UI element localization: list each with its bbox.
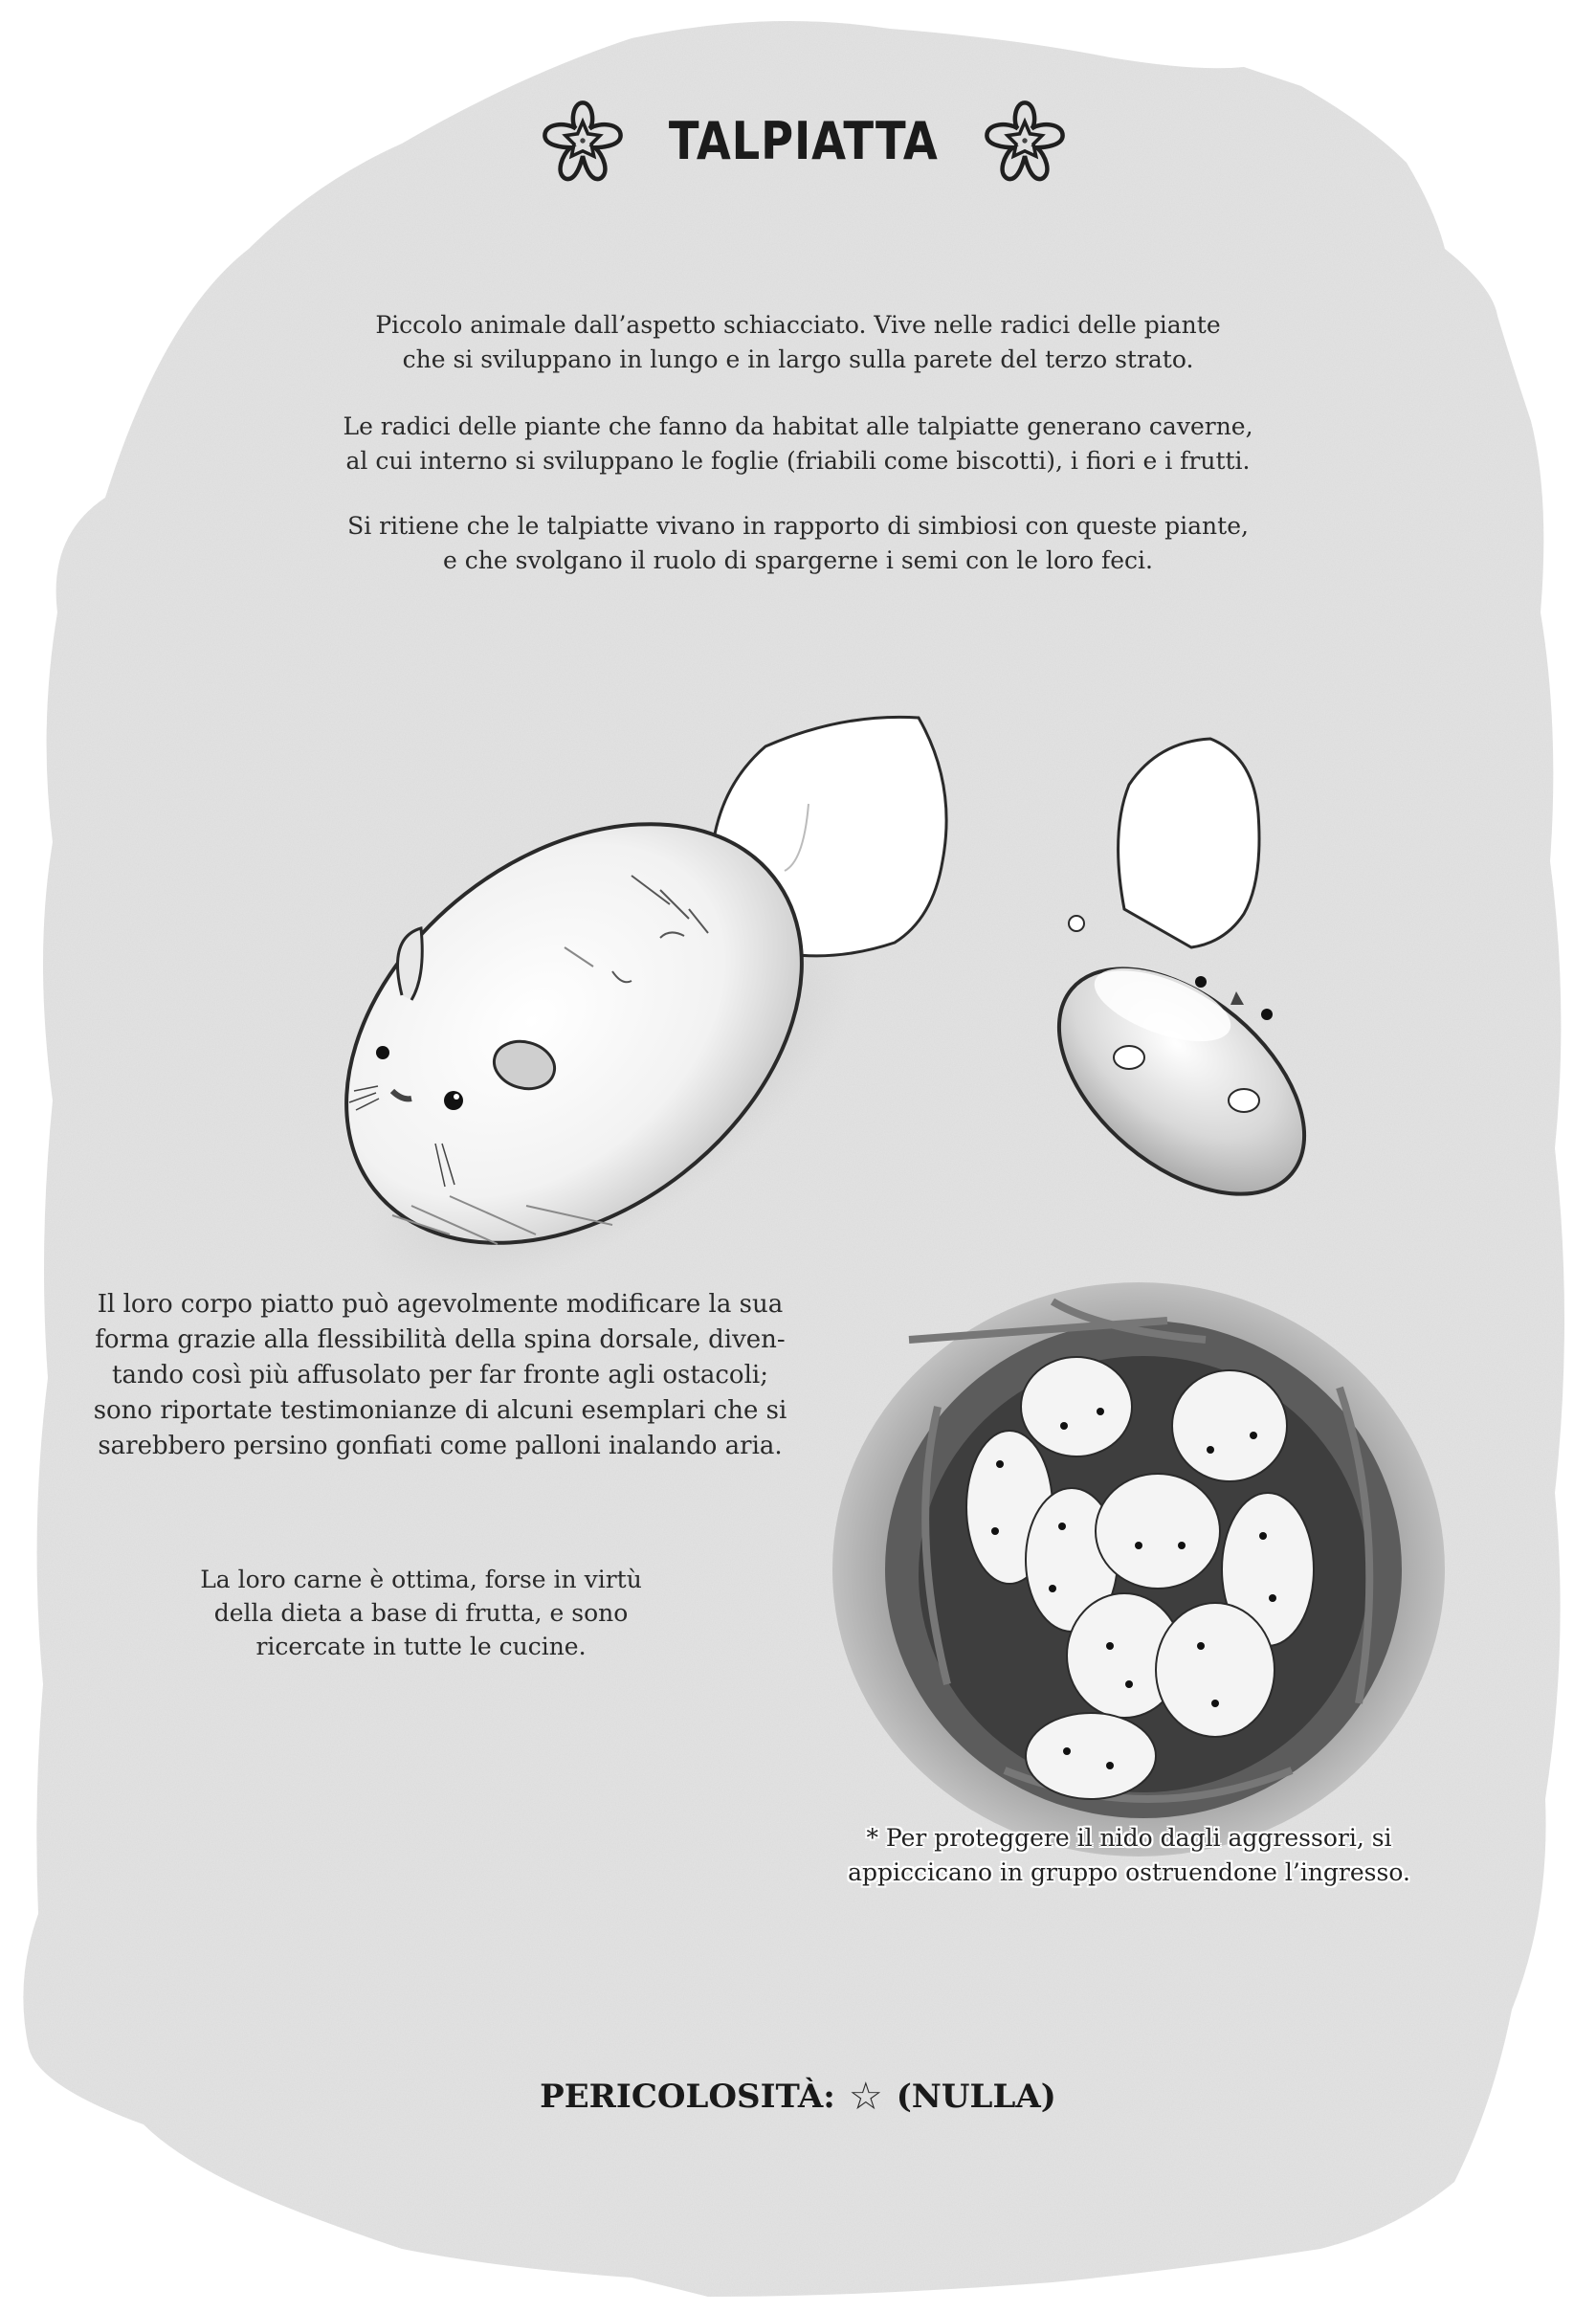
text-line: * Per proteggere il nido dagli aggressori, si bbox=[866, 1824, 1392, 1852]
talpiatta-nest-illustration bbox=[832, 1282, 1445, 1856]
text-line: sono riportate testimonianze di alcuni esemplari che si bbox=[93, 1396, 787, 1425]
intro-paragraph-2 bbox=[272, 410, 1324, 478]
meat-paragraph bbox=[172, 1563, 670, 1663]
text-line: al cui interno si sviluppano le foglie (friabili come biscotti), i fiori e i frutti. bbox=[345, 447, 1251, 475]
text-line: Si ritiene che le talpiatte vivano in rapporto di simbiosi con queste piante, bbox=[347, 512, 1249, 540]
text-line: forma grazie alla flessibilità della spina dorsale, diven- bbox=[95, 1325, 786, 1354]
text-line: Il loro corpo piatto può agevolmente modificare la sua bbox=[97, 1290, 784, 1319]
text-line: appiccicano in gruppo ostruendone l’ingresso. bbox=[848, 1858, 1410, 1886]
text-line: sarebbero persino gonfiati come palloni inalando aria. bbox=[98, 1432, 783, 1460]
flower-icon bbox=[982, 95, 1068, 187]
flower-icon bbox=[540, 95, 626, 187]
text-line: che si sviluppano in lungo e in largo sulla parete del terzo strato. bbox=[402, 345, 1194, 373]
text-line: ricercate in tutte le cucine. bbox=[255, 1633, 587, 1660]
page-title: TALPIATTA bbox=[669, 110, 939, 171]
danger-label: PERICOLOSITÀ: bbox=[540, 2078, 835, 2116]
text-line: tando così più affusolato per far fronte agli ostacoli; bbox=[112, 1361, 768, 1389]
text-line: La loro carne è ottima, forse in virtù bbox=[200, 1566, 642, 1593]
page-header bbox=[536, 88, 1072, 193]
intro-paragraph-3 bbox=[272, 509, 1324, 578]
nest-caption bbox=[804, 1821, 1454, 1890]
text-line: e che svolgano il ruolo di spargerne i semi con le loro feci. bbox=[443, 546, 1153, 574]
danger-value: (NULLA) bbox=[896, 2078, 1056, 2116]
text-line: Le radici delle piante che fanno da habitat alle talpiatte generano caverne, bbox=[343, 412, 1253, 440]
star-outline-icon: ☆ bbox=[848, 2075, 883, 2119]
danger-rating bbox=[415, 2075, 1181, 2119]
flexibility-paragraph bbox=[77, 1287, 804, 1464]
text-line: della dieta a base di frutta, e sono bbox=[213, 1599, 629, 1627]
intro-paragraph-1 bbox=[272, 308, 1324, 377]
text-line: Piccolo animale dall’aspetto schiacciato. Vive nelle radici delle piante bbox=[375, 311, 1221, 339]
